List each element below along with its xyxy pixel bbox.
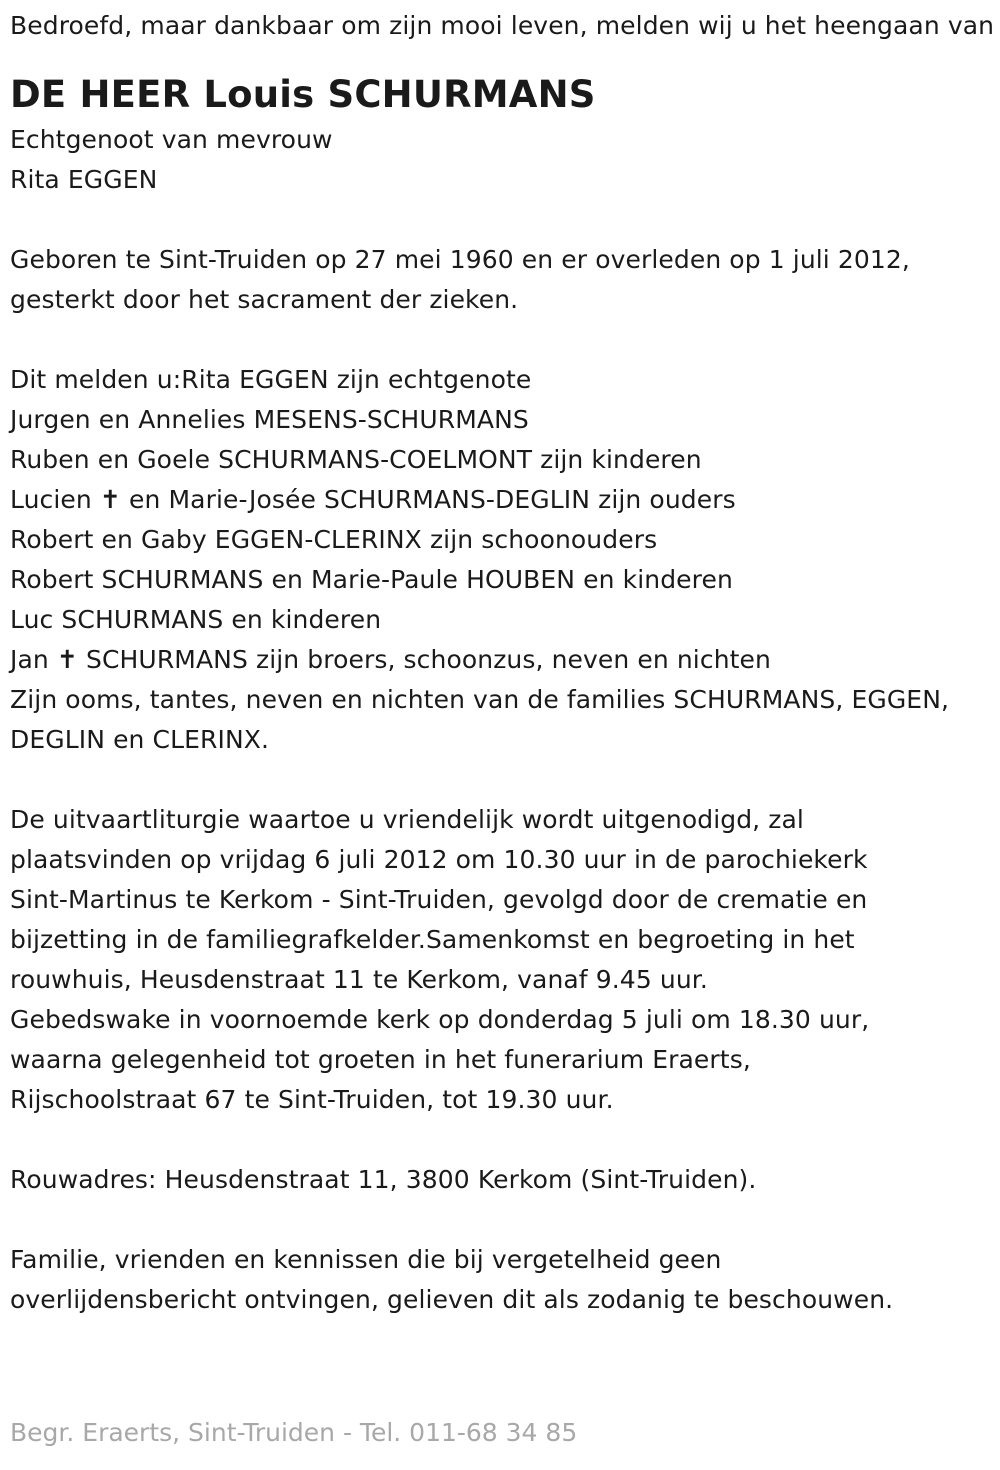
family-line-7: Luc SCHURMANS en kinderen (10, 605, 382, 634)
spacer (10, 1120, 990, 1160)
family-line-4 (10, 480, 990, 520)
family-line-5: Robert en Gaby EGGEN-CLERINX zijn schoonouders (10, 525, 658, 554)
birth-line-1: Geboren te Sint-Truiden op 27 mei 1960 en er overleden op 1 juli 2012, (10, 245, 910, 274)
funeral-director-footer: Begr. Eraerts, Sint-Truiden - Tel. 011-68 34 85 (10, 1418, 578, 1447)
ceremony-line-8: Rijschoolstraat 67 te Sint-Truiden, tot 19.30 uur. (10, 1085, 614, 1114)
family-line-8-rest: SCHURMANS zijn broers, schoonzus, neven en nichten (86, 645, 771, 674)
intro-text: Bedroefd, maar dankbaar om zijn mooi leven, melden wij u het heengaan van (10, 11, 995, 40)
spacer (10, 200, 990, 240)
birth-line-2: gesterkt door het sacrament der zieken. (10, 285, 519, 314)
cross-icon: ✝ (56, 645, 78, 674)
spacer (10, 1200, 990, 1240)
spacer (10, 760, 990, 800)
family-line-6: Robert SCHURMANS en Marie-Paule HOUBEN en kinderen (10, 565, 733, 594)
spacer (10, 320, 990, 360)
notice-line-2: overlijdensbericht ontvingen, gelieven dit als zodanig te beschouwen. (10, 1285, 894, 1314)
family-name-jan: Jan (10, 645, 49, 674)
family-line-1: Dit melden u:Rita EGGEN zijn echtgenote (10, 365, 532, 394)
ceremony-line-7: waarna gelegenheid tot groeten in het funerarium Eraerts, (10, 1045, 751, 1074)
ceremony-line-1: De uitvaartliturgie waartoe u vriendelijk wordt uitgenodigd, zal (10, 805, 804, 834)
ceremony-line-4: bijzetting in de familiegrafkelder.Samenkomst en begroeting in het (10, 925, 855, 954)
family-line-3: Ruben en Goele SCHURMANS-COELMONT zijn kinderen (10, 445, 702, 474)
ceremony-line-6: Gebedswake in voornoemde kerk op donderdag 5 juli om 18.30 uur, (10, 1005, 870, 1034)
deceased-name: DE HEER Louis SCHURMANS (10, 73, 596, 116)
family-line-10: DEGLIN en CLERINX. (10, 725, 270, 754)
family-line-2: Jurgen en Annelies MESENS-SCHURMANS (10, 405, 529, 434)
ceremony-line-5: rouwhuis, Heusdenstraat 11 te Kerkom, vanaf 9.45 uur. (10, 965, 708, 994)
cross-icon: ✝ (99, 485, 121, 514)
family-line-9: Zijn ooms, tantes, neven en nichten van de families SCHURMANS, EGGEN, (10, 685, 950, 714)
ceremony-line-2: plaatsvinden op vrijdag 6 juli 2012 om 10.30 uur in de parochiekerk (10, 845, 868, 874)
spouse-line-2: Rita EGGEN (10, 165, 158, 194)
spouse-line-1: Echtgenoot van mevrouw (10, 125, 333, 154)
family-line-4-rest: en Marie-Josée SCHURMANS-DEGLIN zijn ouders (129, 485, 736, 514)
ceremony-line-3: Sint-Martinus te Kerkom - Sint-Truiden, gevolgd door de crematie en (10, 885, 868, 914)
family-line-8 (10, 640, 990, 680)
mourning-address: Rouwadres: Heusdenstraat 11, 3800 Kerkom (Sint-Truiden). (10, 1165, 757, 1194)
family-name-lucien: Lucien (10, 485, 92, 514)
notice-line-1: Familie, vrienden en kennissen die bij vergetelheid geen (10, 1245, 722, 1274)
